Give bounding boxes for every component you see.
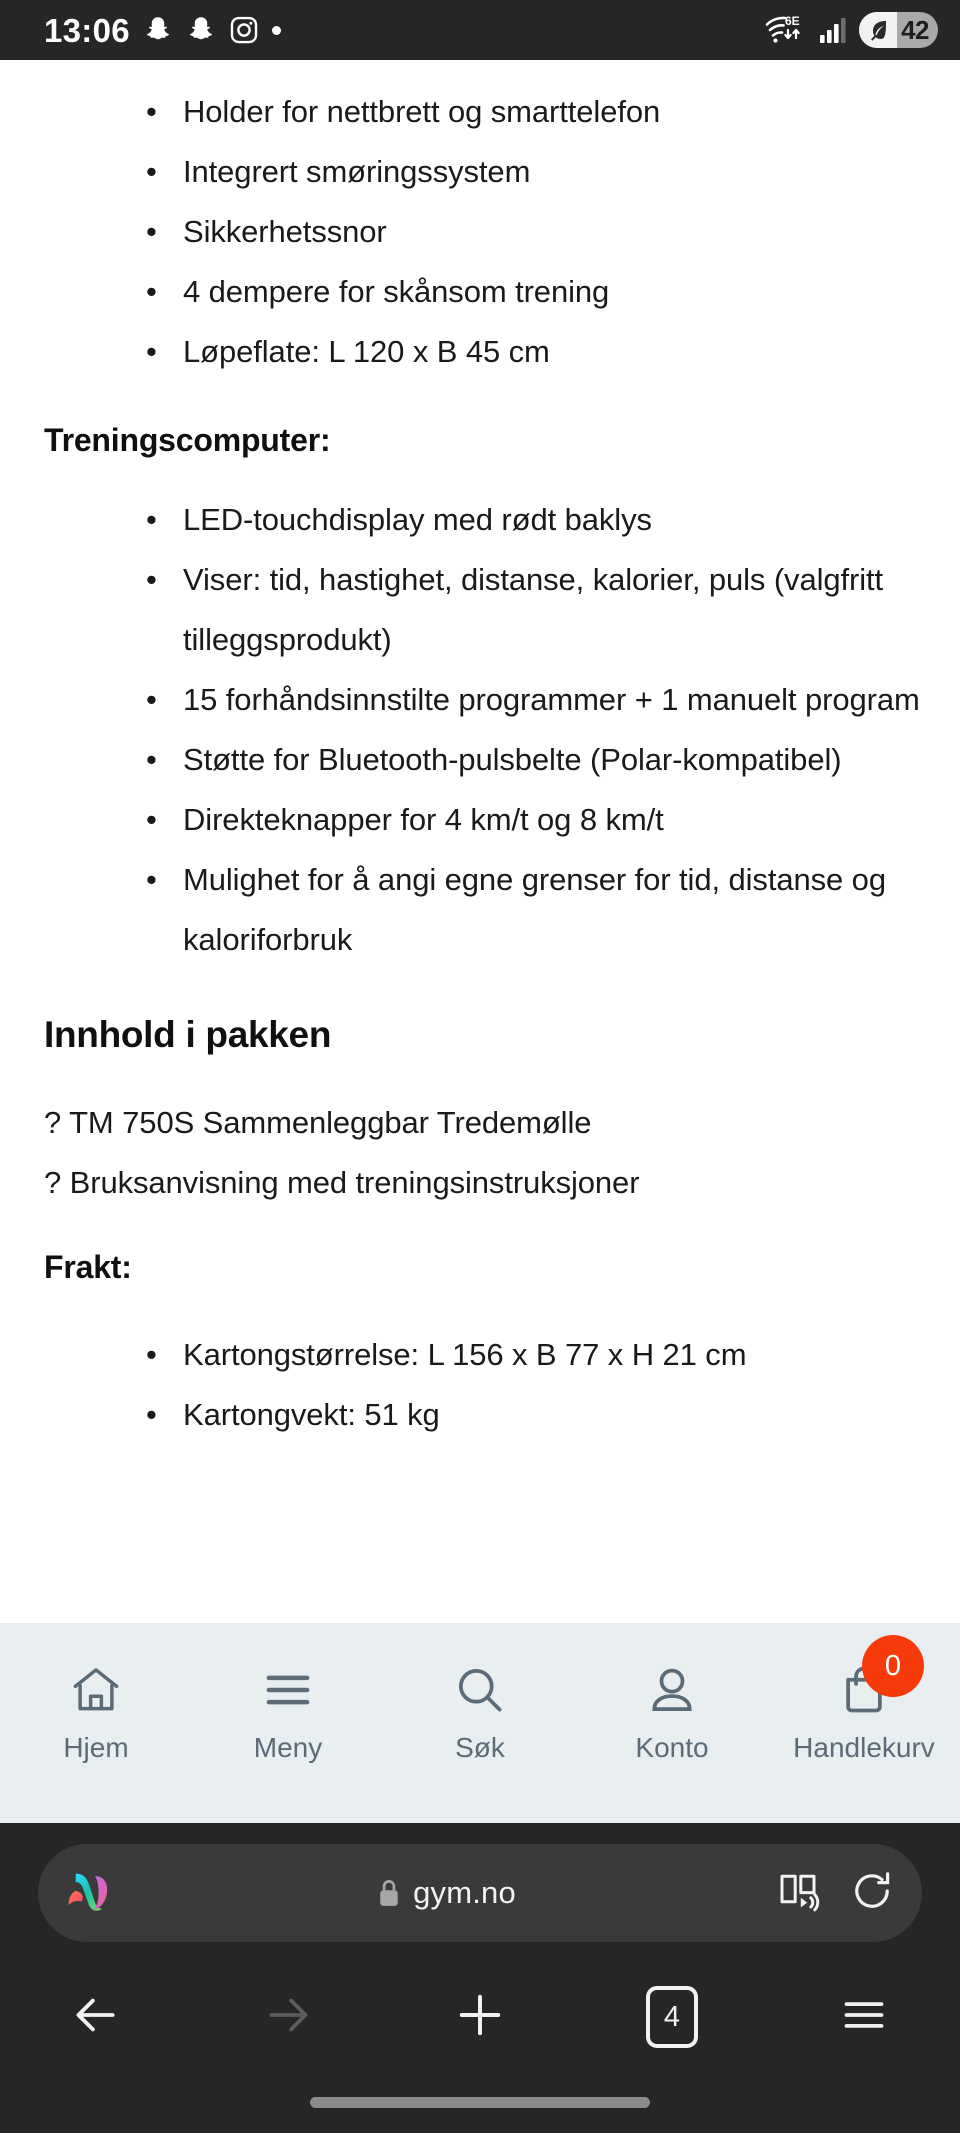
- gesture-handle[interactable]: [310, 2097, 650, 2108]
- list-item: • Løpeflate: L 120 x B 45 cm: [28, 322, 932, 382]
- nav-label: Meny: [253, 1732, 323, 1763]
- list-item: • Sikkerhetssnor: [28, 202, 932, 262]
- nav-item-search[interactable]: [384, 1623, 576, 1764]
- cellular-signal-icon: [818, 15, 850, 45]
- copilot-icon[interactable]: [60, 1864, 118, 1922]
- back-arrow-icon: [69, 1988, 123, 2047]
- forward-arrow-icon: [261, 1988, 315, 2047]
- forward-button[interactable]: [192, 1988, 384, 2047]
- list-item: • Holder for nettbrett og smarttelefon: [28, 82, 932, 142]
- hamburger-menu-icon: [836, 1990, 892, 2045]
- url-display[interactable]: [118, 1875, 774, 1911]
- url-bar[interactable]: [38, 1844, 922, 1942]
- browser-toolbar: [0, 1963, 960, 2071]
- lock-icon: [376, 1878, 402, 1908]
- tab-count: 4: [646, 1986, 698, 2048]
- list-item: • Viser: tid, hastighet, distanse, kalorier, puls (valgfritt tilleggsprodukt): [28, 550, 932, 670]
- list-item: • 4 dempere for skånsom trening: [28, 262, 932, 322]
- list-item: • Direkteknapper for 4 km/t og 8 km/t: [28, 790, 932, 850]
- status-bar-left: [44, 11, 765, 49]
- dot-indicator-icon: [272, 26, 281, 35]
- refresh-icon[interactable]: [848, 1867, 896, 1920]
- status-time: 13:06: [44, 11, 130, 49]
- search-icon: [451, 1659, 509, 1721]
- list-item: • Integrert smøringssystem: [28, 142, 932, 202]
- package-contents-heading: Innhold i pakken: [44, 1014, 332, 1055]
- url-actions: [774, 1867, 896, 1920]
- site-bottom-nav: [0, 1623, 960, 1823]
- snapchat-icon: [143, 15, 173, 45]
- browser-menu-button[interactable]: [768, 1990, 960, 2045]
- nav-item-cart[interactable]: [768, 1623, 960, 1764]
- browser-url-row: [0, 1823, 960, 1963]
- nav-label: Konto: [635, 1732, 709, 1763]
- nav-label: Handlekurv: [793, 1732, 935, 1763]
- nav-item-menu[interactable]: [192, 1623, 384, 1764]
- svg-text:6E: 6E: [785, 14, 800, 28]
- list-item: • Kartongvekt: 51 kg: [28, 1385, 932, 1445]
- new-tab-button[interactable]: [384, 1987, 576, 2048]
- webpage-content: [0, 60, 960, 1623]
- leaf-icon: [859, 12, 897, 48]
- package-line: ? TM 750S Sammenleggbar Tredemølle: [44, 1105, 592, 1140]
- battery-percent: 42: [901, 15, 929, 45]
- status-bar-right: [765, 12, 938, 48]
- person-icon: [643, 1659, 701, 1721]
- nav-label: Søk: [455, 1732, 505, 1763]
- nav-item-account[interactable]: [576, 1623, 768, 1764]
- back-button[interactable]: [0, 1988, 192, 2047]
- read-aloud-icon[interactable]: [774, 1867, 822, 1920]
- home-icon: [66, 1659, 126, 1721]
- tab-switcher-button[interactable]: [576, 1986, 768, 2048]
- url-text: gym.no: [413, 1875, 516, 1910]
- training-computer-list: [28, 490, 932, 970]
- instagram-icon: [229, 15, 259, 45]
- cart-badge: 0: [862, 1635, 924, 1697]
- training-computer-heading: Treningscomputer:: [44, 422, 331, 458]
- package-line: ? Bruksanvisning med treningsinstruksjoner: [44, 1165, 640, 1200]
- list-item: • 15 forhåndsinnstilte programmer + 1 manuelt program: [28, 670, 932, 730]
- list-item: • Støtte for Bluetooth-pulsbelte (Polar-kompatibel): [28, 730, 932, 790]
- list-item: • Kartongstørrelse: L 156 x B 77 x H 21 cm: [28, 1325, 932, 1385]
- shipping-list: [28, 1325, 932, 1445]
- battery-indicator: [859, 12, 938, 48]
- shipping-heading: Frakt:: [44, 1249, 132, 1285]
- snapchat-icon: [186, 15, 216, 45]
- hamburger-icon: [259, 1659, 317, 1721]
- status-bar: [0, 0, 960, 60]
- plus-icon: [452, 1987, 508, 2048]
- features-list: [28, 82, 932, 382]
- gesture-nav-bar: [0, 2071, 960, 2133]
- list-item: • LED-touchdisplay med rødt baklys: [28, 490, 932, 550]
- nav-item-home[interactable]: [0, 1623, 192, 1764]
- list-item: • Mulighet for å angi egne grenser for tid, distanse og kaloriforbruk: [28, 850, 932, 970]
- nav-label: Hjem: [63, 1732, 129, 1763]
- wifi-6e-icon: [765, 12, 809, 48]
